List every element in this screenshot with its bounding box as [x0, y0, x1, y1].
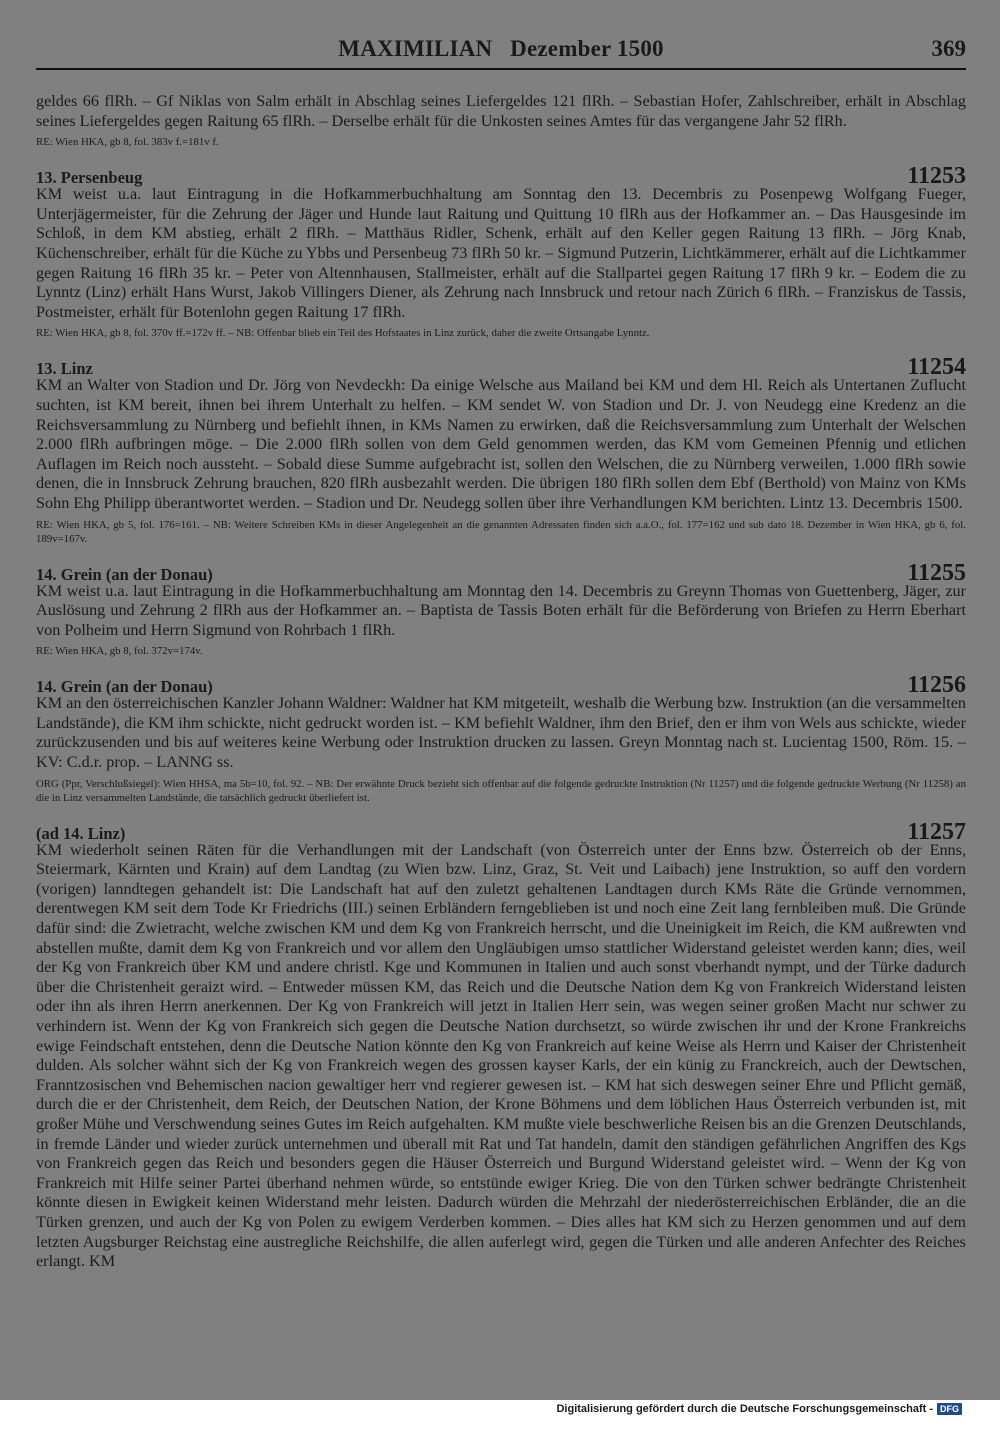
page-body	[36, 92, 966, 1272]
entry-place: 14. Grein (an der Donau)	[36, 677, 213, 697]
entry-text: KM an Walter von Stadion und Dr. Jörg von Nevdeckh: Da einige Welsche aus Mailand bei KM und dem Hl. Reich als Untertanen Zuflucht suchten, ist KM bereit, ihnen bei ihrem Unterhalt zu helfen. – KM sendet W. von Stadion und Dr. J. von Neudegg eine Kredenz an die Reichsversammlung zu Nürnberg und befiehlt ihnen, in KMs Namen zu erwirken, daß die Reichsversammlung zum Unterhalt der Welschen 2.000 flRh aufbringen möge. – Die 2.000 flRh sollen von dem Geld genommen werden, das KM vom Gemeinen Pfennig und etlichen Auflagen im Reich noch aussteht. – Sobald diese Summe aufgebracht ist, sollen den Welschen, die zu Nürnberg verweilen, 1.000 flRh sowie denen, die in Innsbruck Zehrung brauchen, 820 flRh ausbezahlt werden. Die übrigen 180 flRh sollen dem Ebf (Berthold) von Mainz von KMs Sohn Ehg Philipp überantwortet werden. – Stadion und Dr. Neudegg sollen über ihre Verhandlungen KM berichten. Lintz 13. Decembris 1500.	[36, 376, 966, 512]
running-title: MAXIMILIAN Dezember 1500	[338, 36, 664, 61]
entry-number: 11256	[907, 672, 966, 699]
intro-fragment	[36, 92, 966, 149]
entry-11256	[36, 672, 966, 804]
entry-number: 11253	[907, 163, 966, 190]
entry-11257	[36, 819, 966, 1272]
entry-number: 11254	[907, 354, 966, 381]
entry-source: RE: Wien HKA, gb 8, fol. 372v=174v.	[36, 645, 203, 658]
entry-source: RE: Wien HKA, gb 5, fol. 176=161. – NB: Weitere Schreiben KMs in dieser Angelegenheit an die genannten Adressaten finden sich a.a.O., fol. 177=162 und sub dato 18. Dezember in Wien HKA, gb 6, fol. 189v=167v.	[36, 518, 966, 545]
entry-heading	[36, 818, 966, 845]
dfg-logo-icon: DFG	[937, 1403, 962, 1415]
page-header	[36, 36, 966, 76]
intro-text: geldes 66 flRh. – Gf Niklas von Salm erhält in Abschlag seines Liefergeldes 121 flRh. – Sebastian Hofer, Zahlschreiber, erhält in Abschlag seines Liefergeldes gegen Raitung 65 flRh. – Derselbe erhält für die Unkosten seines Amtes für das vergangene Jahr 52 flRh.	[36, 92, 966, 130]
entry-text: KM an den österreichischen Kanzler Johann Waldner: Waldner hat KM mitgeteilt, weshalb die Werbung bzw. Instruktion (an die versammelten Landstände), die KM ihm schickte, nicht gedruckt worden ist. – KM befiehlt Waldner, ihm den Brief, den er ihm von Wels aus schickte, wieder zurückzusenden und bis auf weiteres keine Werbung oder Instruktion drucken zu lassen. Greyn Monntag nach st. Lucientag 1500, Röm. 15. – KV: C.d.r. prop. – LANNG ss.	[36, 694, 966, 772]
entry-source: ORG (Ppr, Verschlußsiegel): Wien HHSA, ma 5b=10, fol. 92. – NB: Der erwähnte Druck bezieht sich offenbar auf die folgende gedruckte Instruktion (Nr 11257) und die folgende gedruckte Werbung (Nr 11258) an die in Linz versammelten Landstände, die tatsächlich gedruckt überliefert ist.	[36, 777, 966, 804]
entry-heading	[36, 672, 966, 699]
entry-heading	[36, 354, 966, 381]
header-rule	[36, 68, 966, 70]
entry-11254	[36, 354, 966, 545]
entry-place: 14. Grein (an der Donau)	[36, 564, 213, 584]
entry-place: (ad 14. Linz)	[36, 823, 126, 843]
entry-place: 13. Linz	[36, 359, 93, 379]
footer-text: Digitalisierung gefördert durch die Deutsche Forschungsgemeinschaft -	[556, 1403, 933, 1415]
entry-number: 11255	[907, 559, 966, 586]
entry-11253	[36, 163, 966, 340]
entry-text: KM weist u.a. laut Eintragung in die Hofkammerbuchhaltung am Sonntag den 13. Decembris zu Posenpewg Wolfgang Fueger, Unterjägermeister, für die Zehrung der Jäger und Hunde laut Raitung und Quittung 10 flRh aus der Hofkammer an. – Das Hausgesinde im Schloß, in dem KM abstieg, erhält 2 flRh. – Matthäus Ridler, Schenk, erhält auf den Keller gegen Raitung 13 flRh. – Jörg Knab, Küchenschreiber, erhält für die Küche zu Ybbs und Persenbeug 73 flRh 50 kr. – Sigmund Putzerin, Lichtkämmerer, erhält auf die Lichtkammer gegen Raitung 16 flRh 35 kr. – Peter von Altennhausen, Stallmeister, erhält auf die Stallpartei gegen Raitung 17 flRh 9 kr. – Eodem die zu Lynntz (Linz) erhält Hans Wurst, Jakob Villingers Diener, als Zehrung nach Innsbruck und retour nach Zürich 6 flRh. – Franziskus de Tassis, Postmeister, erhält für Botenlohn gegen Raitung 17 flRh.	[36, 185, 966, 321]
entry-text: KM wiederholt seinen Räten für die Verhandlungen mit der Landschaft (von Österreich unter der Enns bzw. Österreich ob der Enns, Steiermark, Kärnten und Krain) auf dem Landtag (zu Wien bzw. Linz, Graz, St. Veit und Laibach) jene Instruktion, so auff den vordern (vorigen) lanndtegen gehandelt ist: Die Landschaft hat auf den zuletzt gehaltenen Landtagen durch KMs Räte die Gründe vernommen, derentwegen KM seit dem Tode Kr Friedrichs (III.) seinen Erbländern ferngeblieben ist und noch eine Zeit lang fernbleiben muß. Die Gründe dafür sind: die Zwietracht, welche zwischen KM und dem Kg von Frankreich herrscht, und die Uneinigkeit im Reich, die KM außrewten vnd abstellen mußte, damit dem Kg von Frankreich und vor allem den Ungläubigen umso stattlicher Widerstand geleistet werden kann; dies, weil der Kg von Frankreich über KM und andere christl. Kge und Kommunen in Italien und auch sonst vberhandt nympt, und der Türke dadurch über die Christenheit geraizt wird. – Entweder müssen KM, das Reich und die Deutsche Nation dem Kg von Frankreich Widerstand leisten oder ihn als ihren Herrn anerkennen. Der Kg von Frankreich will jetzt in Italien Herr sein, was wegen seiner großen Macht nur schwer zu verhindern ist. Wenn der Kg von Frankreich sich gegen die Deutsche Nation durchsetzt, so würde zwischen ihr und der Krone Frankreichs ewige Feindschaft entstehen, denn die Deutsche Nation könnte den Kg von Frankreich auf keine Weise als Herrn und Kaiser der Christenheit dulden. Als solcher wähnt sich der Kg von Frankreich wegen des grossen kayser Karls, der ein künig zu Franckreich, auch der Dewtschen, Franntzosischen vnd Behemischen nacion gewaltiger herr vnd regierer gewesen ist. – KM hat sich deswegen seiner Ehre und Pflicht gemäß, durch die er der Christenheit, dem Reich, der Deutschen Nation, der Krone Böhmens und dem löblichen Haus Österreich verbunden ist, mit großer Mühe und Verschwendung seines Gutes im Reich aufgehalten. KM mußte viele beschwerliche Reisen bis an die Grenzen Deutschlands, in fremde Länder und wieder zurück unternehmen und überall mit Rat und Tat handeln, damit den ständigen gefährlichen Angriffen des Kgs von Frankreich gegen das Reich und besonders gegen die Häuser Österreich und Burgund Widerstand geleistet wird. – Wenn der Kg von Frankreich mit Hilfe seiner Partei überhand nehmen würde, so entstünde ewiger Krieg. Die von den Türken schwer bedrängte Christenheit könnte diesen in Ewigkeit keinen Widerstand mehr leisten. Dadurch würden die Mehrzahl der niederösterreichischen Erbländer, die an die Türken grenzen, und auch der Kg von Polen zu ewigem Verderben kommen. – Dies alles hat KM sich zu Herzen genommen und auf dem letzten Augsburger Reichstag eine austregliche Reichshilfe, die allen auferlegt wird, gegen die Türken und alle anderen Anfechter des Reiches erlangt. KM	[36, 840, 966, 1271]
entry-source: RE: Wien HKA, gb 8, fol. 370v ff.=172v ff. – NB: Offenbar blieb ein Teil des Hofstaates in Linz zurück, daher die zweite Ortsangabe Lynntz.	[36, 327, 650, 340]
intro-source: RE: Wien HKA, gb 8, fol. 383v f.=181v f.	[36, 136, 219, 149]
entry-heading	[36, 559, 966, 586]
entry-text: KM weist u.a. laut Eintragung in die Hofkammerbuchhaltung am Monntag den 14. Decembris zu Greynn Thomas von Guettenberg, Jäger, zur Auslösung und Zehrung 2 flRh aus der Hofkammer an. – Baptista de Tassis Boten erhält für die Beförderung von Briefen zu Herrn Eberhart von Polheim und Herrn Sigmund von Rohrbach 1 flRh.	[36, 581, 966, 639]
entry-11255	[36, 560, 966, 659]
entry-number: 11257	[907, 818, 966, 845]
entry-heading	[36, 163, 966, 190]
entry-place: 13. Persenbeug	[36, 168, 143, 188]
page-number: 369	[931, 36, 966, 61]
funding-footer	[554, 1400, 964, 1418]
